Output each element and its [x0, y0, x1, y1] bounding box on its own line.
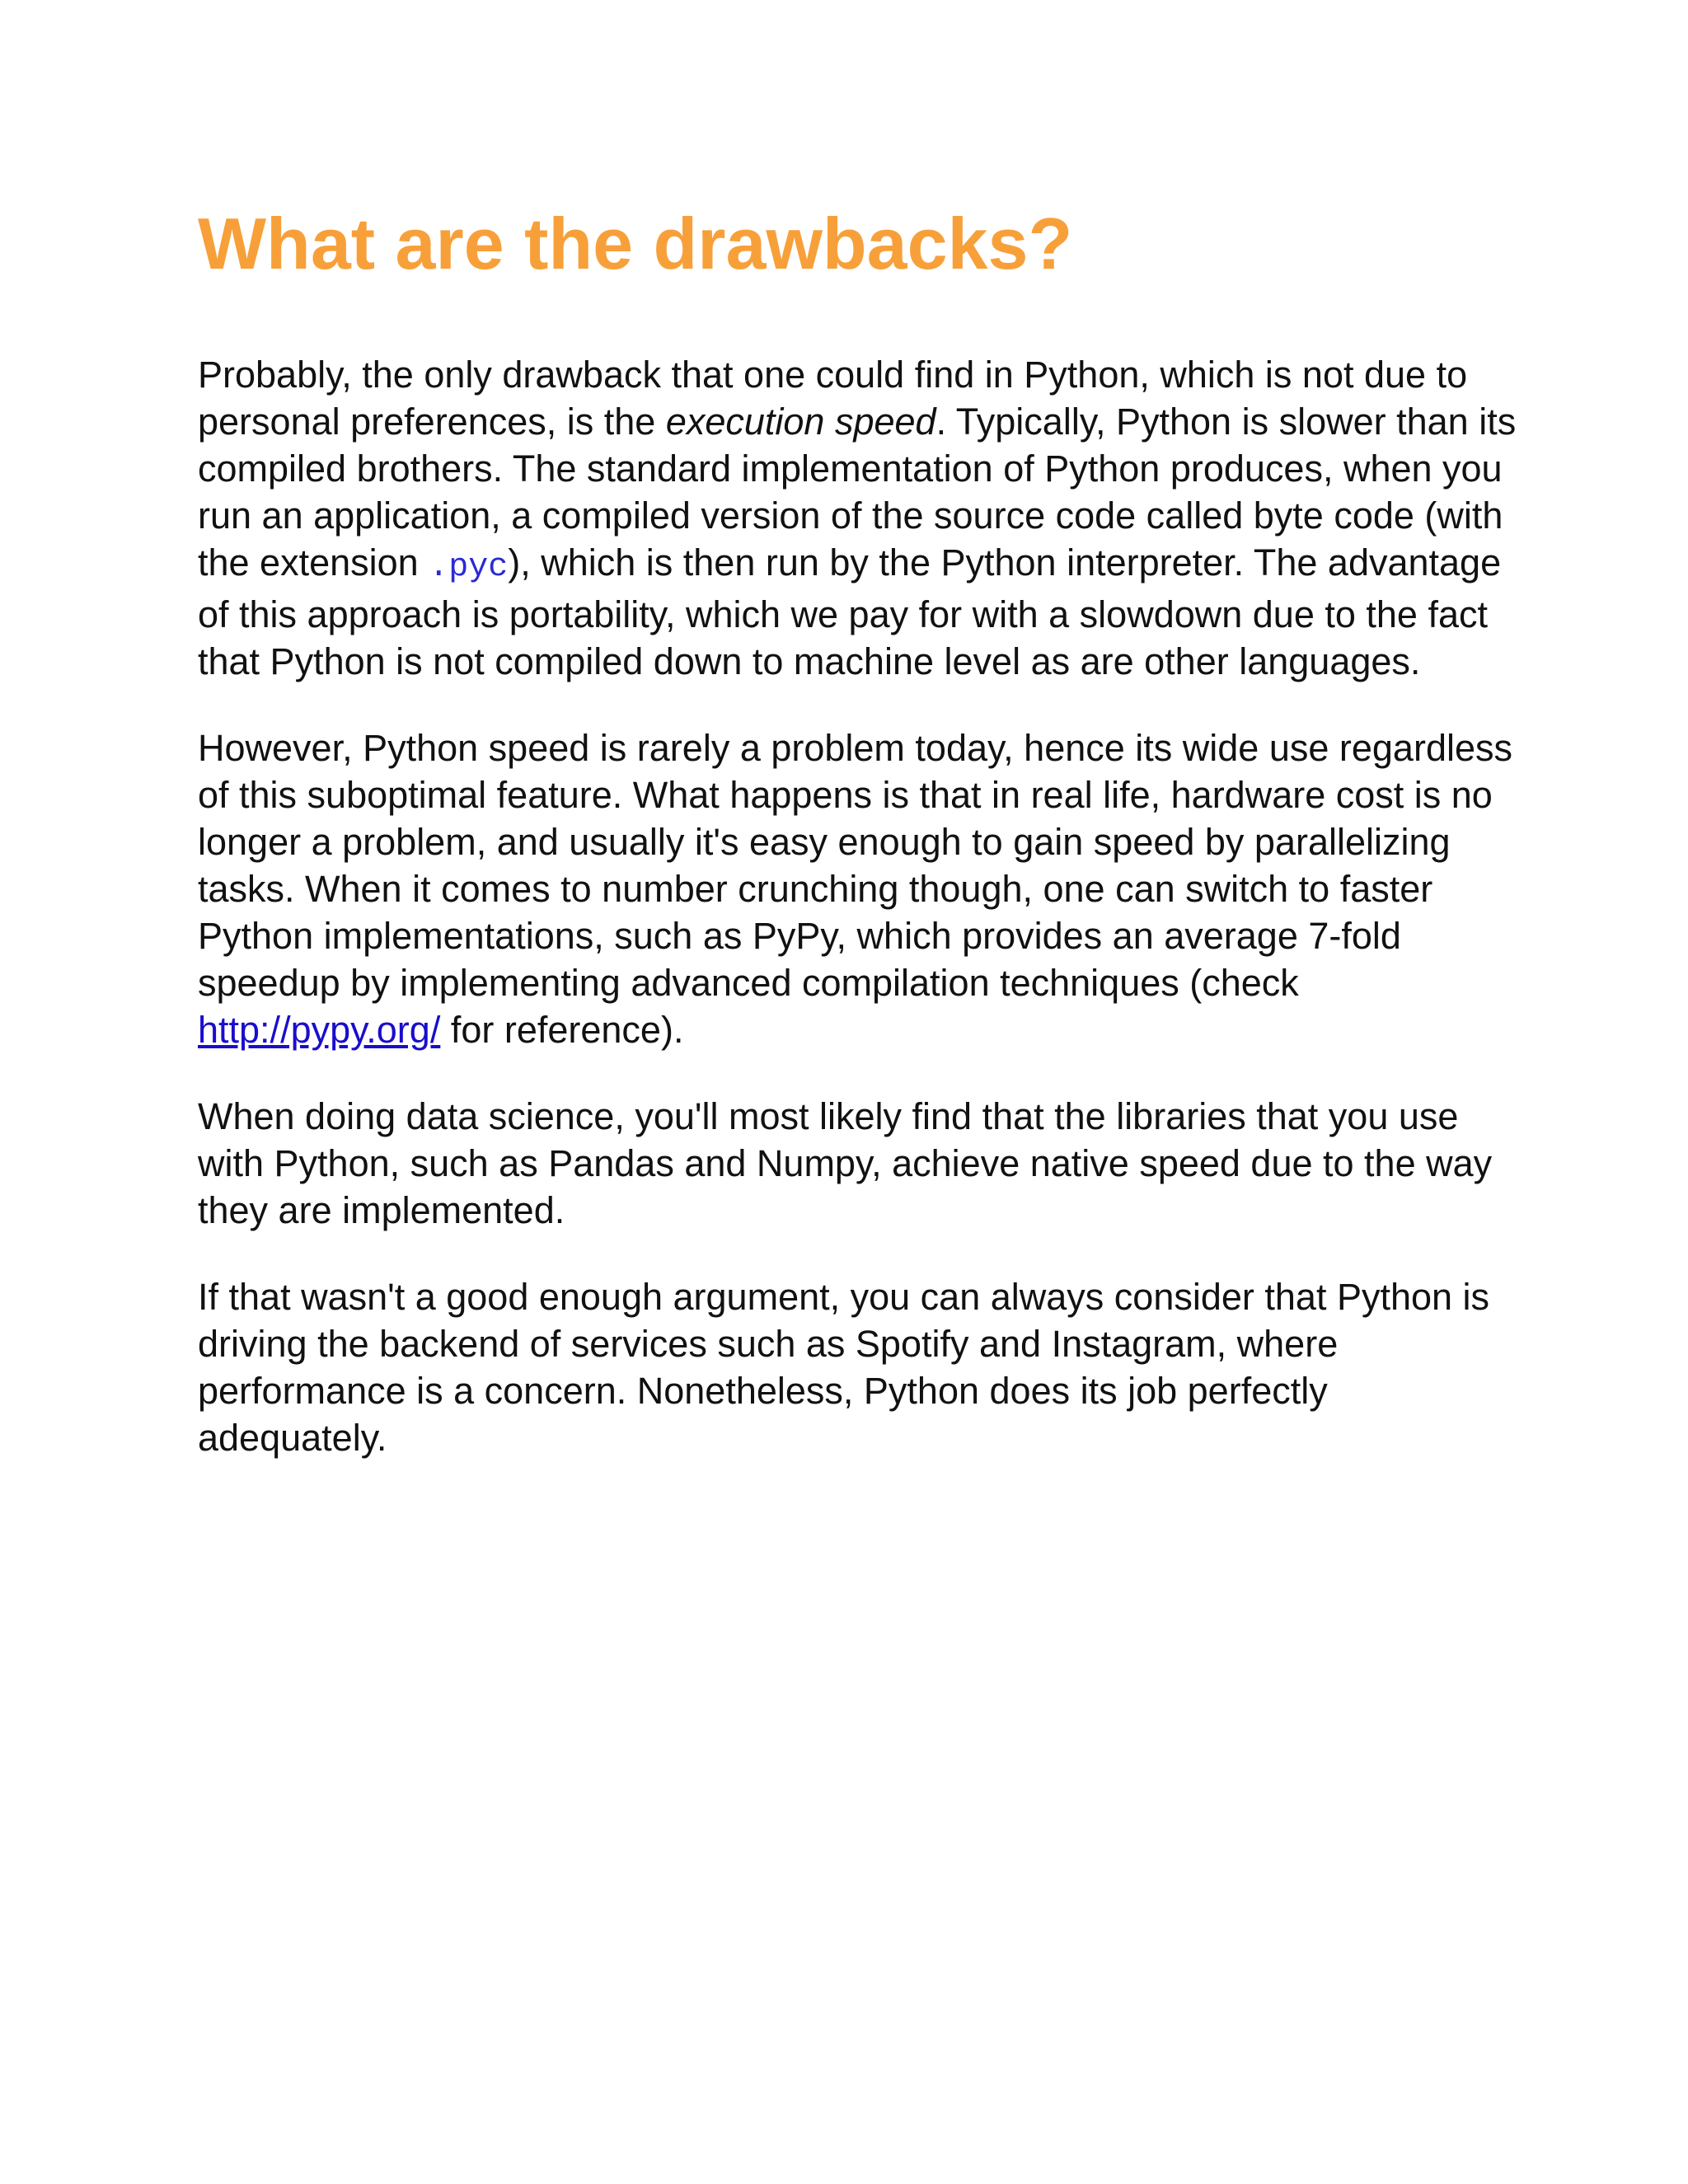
paragraph-text: ), which is then run by the Python interpreter. The advantage of this approach is portability, which we pay for with a slowdown due to the fact that Python is not compiled down to machine level as are other languages.	[198, 541, 1502, 682]
page-title: What are the drawbacks?	[198, 203, 1073, 284]
document-page	[198, 198, 1517, 1501]
paragraph-text: However, Python speed is rarely a problem today, hence its wide use regardless of this suboptimal feature. What happens is that in real life, hardware cost is no longer a problem, and usually it's easy enough to gain speed by parallelizing tasks. When it comes to number crunching though, one can switch to faster Python implementations, such as PyPy, which provides an average 7-fold speedup by implementing advanced compilation techniques (check	[198, 727, 1512, 1004]
paragraph-text: . Typically, Python is slower than its compiled brothers. The standard implementation of Python produces, when you run an application, a compiled version of the source code called byte code (with the extension	[198, 401, 1517, 583]
emphasis-text: execution speed	[665, 401, 936, 443]
paragraph-execution-speed	[198, 351, 1517, 685]
paragraph-data-science: When doing data science, you'll most likely find that the libraries that you use with Python, such as Pandas and Numpy, achieve native speed due to the way they are implemented.	[198, 1095, 1493, 1231]
paragraph-backend-services: If that wasn't a good enough argument, you can always consider that Python is driving the backend of services such as Spotify and Instagram, where performance is a concern. Nonetheless, Python does its job perfectly adequately.	[198, 1276, 1490, 1459]
paragraph-text: for reference).	[440, 1009, 684, 1051]
paragraph-python-speed	[198, 724, 1517, 1053]
paragraph-text: Probably, the only drawback that one could find in Python, which is not due to personal preferences, is the	[198, 354, 1468, 443]
pypy-link[interactable]: http://pypy.org/	[198, 1009, 441, 1051]
inline-code: .pyc	[429, 549, 509, 586]
